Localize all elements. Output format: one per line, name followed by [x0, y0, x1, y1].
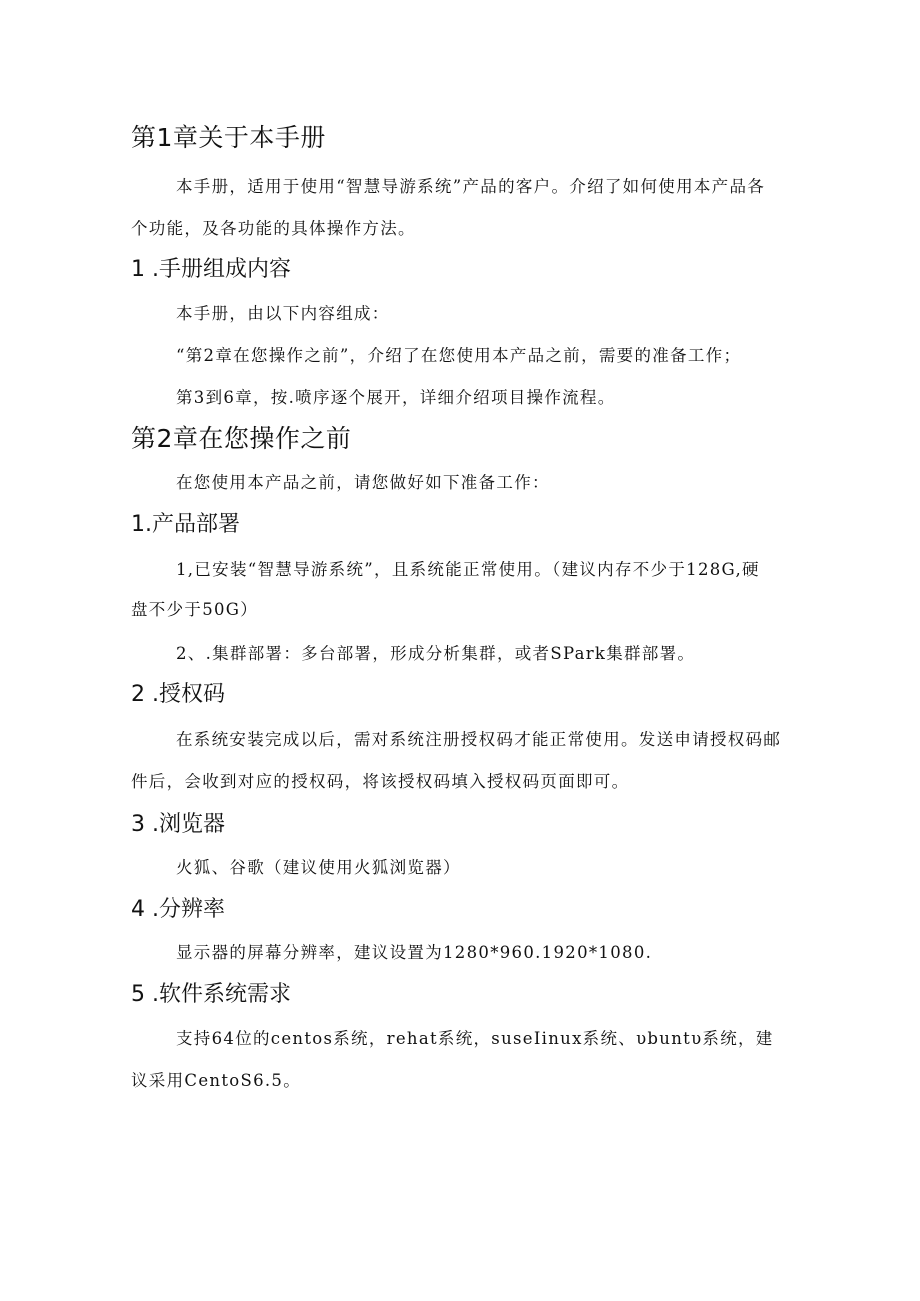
chapter-1-title: 第1章关于本手册	[131, 123, 326, 152]
section-heading-browser: 3 .浏览器	[131, 812, 225, 837]
section-heading-resolution: 4 .分辨率	[131, 897, 225, 922]
section-heading-software-requirements: 5 .软件系统需求	[131, 982, 291, 1007]
deployment-line-3: 2、.集群部署：多台部署，形成分析集群，或者SPark集群部署。	[176, 644, 696, 663]
section-heading-manual-contents: 1 .手册组成内容	[131, 257, 291, 282]
license-line-1: 在系统安装完成以后，需对系统注册授权码才能正常使用。发送申请授权码邮	[176, 730, 782, 749]
section-heading-license: 2 .授权码	[131, 682, 225, 707]
chapter-1-intro-line-2: 个功能，及各功能的具体操作方法。	[131, 219, 416, 238]
deployment-line-1: 1,已安装“智慧导游系统”，且系统能正常使用。（建议内存不少于128G,硬	[176, 560, 760, 579]
manual-contents-line-3: 第3到6章，按.喷序逐个展开，详细介绍项目操作流程。	[176, 388, 616, 407]
chapter-1-intro-line-1: 本手册，适用于使用“智慧导游系统”产品的客户。介绍了如何使用本产品各	[176, 177, 766, 196]
browser-line-1: 火狐、谷歌（建议使用火狐浏览器）	[176, 858, 461, 877]
software-requirements-line-2: 议采用CentoS6.5。	[131, 1071, 302, 1090]
chapter-2-title: 第2章在您操作之前	[131, 424, 352, 453]
deployment-line-2: 盘不少于50G）	[131, 600, 259, 619]
software-requirements-line-1: 支持64位的centos系统，rehat系统，suseIinux系统、υbuntυ系统，建	[176, 1029, 774, 1048]
manual-contents-line-2: “第2章在您操作之前”，介绍了在您使用本产品之前，需要的准备工作；	[176, 346, 742, 365]
manual-contents-line-1: 本手册，由以下内容组成：	[176, 304, 390, 323]
resolution-line-1: 显示器的屏幕分辨率，建议设置为1280*960.1920*1080.	[176, 943, 653, 962]
chapter-2-intro: 在您使用本产品之前，请您做好如下准备工作：	[176, 473, 550, 492]
license-line-2: 件后，会收到对应的授权码，将该授权码填入授权码页面即可。	[131, 772, 630, 791]
section-heading-deployment: 1.产品部署	[131, 512, 240, 537]
